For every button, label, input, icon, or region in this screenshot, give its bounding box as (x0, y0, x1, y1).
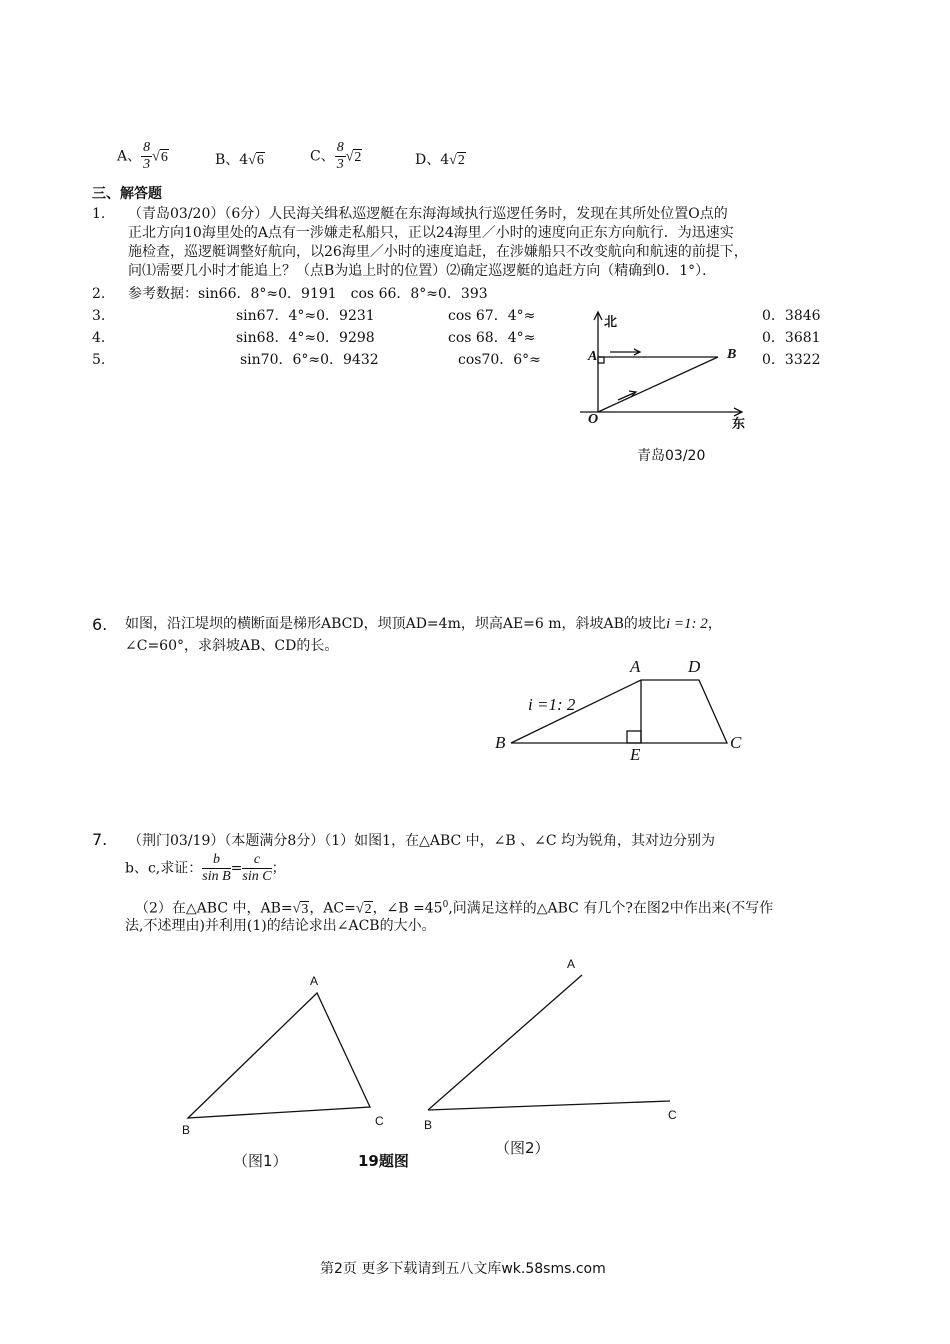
dam-point-a: A (630, 657, 641, 676)
ref-number-2: 2. (92, 286, 106, 302)
ref-sin68: sin68．4°≈0．9298 (236, 330, 375, 346)
ratio-c-over-sinc: $\frac{c}{\text{sin C}}$ (242, 852, 272, 884)
dam-slope-label: i =1: 2 (528, 695, 576, 714)
fig-1-caption: （图1） (233, 1152, 288, 1170)
ratio-b-over-sinb: $\frac{b}{\text{sin B}}$ (202, 852, 231, 884)
fig-19-caption: 19题图 (358, 1152, 409, 1170)
option-b: B、4√6 (215, 152, 264, 168)
q6-number: 6. (92, 615, 108, 634)
fig-2-caption: （图2） (495, 1139, 550, 1157)
fig1-north-label: 北 (604, 315, 618, 330)
q1-number: 1. (92, 206, 106, 222)
fig1-point-o: O (588, 412, 599, 427)
section-title: 三、解答题 (92, 186, 162, 202)
ref-val68: 0．3681 (762, 330, 821, 346)
fig-1-point-c: C (375, 1114, 384, 1128)
q1-line1: （青岛03/20）（6分）人民海关缉私巡逻艇在东海海域执行巡逻任务时，发现在其所处位置O点的 (128, 206, 728, 222)
q1-line4: 问⑴需要几小时才能追上？（点B为追上时的位置）⑵确定巡逻艇的追赶方向（精确到0．1°）． (128, 263, 717, 279)
fig-2-point-b: B (424, 1118, 433, 1132)
option-a: A、 $\frac{8}{3}$ √6 (117, 140, 168, 172)
q6-line2: ∠C=60°，求斜坡AB、CD的长。 (125, 638, 339, 654)
fig-1-point-a: A (310, 974, 319, 988)
q1-line2: 正北方向10海里处的A点有一涉嫌走私船只，正以24海里／小时的速度向正东方向航行．为迅速实 (128, 225, 734, 241)
ref-cos67: cos 67．4°≈ (448, 308, 536, 324)
option-c: C、 $\frac{8}{3}$ √2 (310, 140, 362, 172)
option-a-label: A、 (117, 148, 142, 165)
dam-point-b: B (495, 733, 506, 752)
q7-number: 7. (92, 830, 108, 849)
page-footer: 第2页 更多下载请到五八文库wk.58sms.com (320, 1261, 606, 1277)
q6-slope-ratio: i =1: 2 (665, 616, 708, 632)
fig-2-point-a: A (567, 957, 576, 971)
fig-2-point-c: C (668, 1108, 677, 1122)
ref-number-4: 4. (92, 330, 106, 346)
fig1-point-b: B (727, 347, 737, 362)
triangle-figure-1 (180, 985, 380, 1120)
q6-line1: 如图，沿江堤坝的横断面是梯形ABCD，坝顶AD=4m，坝高AE=6 m，斜坡AB的坡比i =1: 2， (125, 616, 722, 632)
ref-number-5: 5. (92, 352, 106, 368)
q7-line1: （荆门03/19）（本题满分8分）（1）如图1，在△ABC 中，∠B 、∠C 均为锐角，其对边分别为 (128, 833, 716, 849)
segment-ob (598, 357, 718, 412)
q1-line3: 施检查，巡逻艇调整好航向，以26海里／小时的速度追赶，在涉嫌船只不改变航向和航速的前提下， (128, 244, 748, 260)
ref-number-3: 3. (92, 308, 106, 324)
option-d: D、4√2 (415, 152, 465, 168)
q7-line2: b、c,求证： $\frac{b}{\text{sin B}}$ = $\frac{c}{\text{sin C}}$ ； (125, 852, 286, 884)
fig1-caption: 青岛03/20 (637, 448, 706, 464)
dam-point-c: C (730, 733, 742, 752)
triangle-abc (188, 993, 370, 1118)
angle-figure-2 (420, 965, 680, 1115)
ref-sin70: sin70．6°≈0．9432 (240, 352, 379, 368)
right-angle-mark-e (627, 731, 641, 743)
ref-val70: 0．3322 (762, 352, 821, 368)
fig-1-point-b: B (182, 1123, 191, 1137)
ref-val67: 0．3846 (762, 308, 821, 324)
dam-point-d: D (688, 657, 701, 676)
ray-bc (428, 1101, 670, 1110)
fig1-east-label: 东 (732, 417, 746, 432)
q7-line3: （2）在△ABC 中，AB=√3，AC=√2，∠B $=45^0$,问满足这样的△ABC 有几个?在图2中作出来(不写作 (135, 900, 774, 917)
ref-cos68: cos 68．4°≈ (448, 330, 536, 346)
dam-point-e: E (630, 745, 641, 764)
ref-sin67: sin67．4°≈0．9231 (236, 308, 375, 324)
ray-ba (428, 975, 582, 1110)
option-a-fraction: $\frac{8}{3}$ (143, 140, 151, 172)
fig1-point-a: A (588, 349, 598, 364)
right-angle-mark (598, 357, 604, 363)
ref-cos70: cos70．6°≈ (458, 352, 541, 368)
ref-line-2: 参考数据：sin66．8°≈0．9191 cos 66．8°≈0．393 (128, 286, 488, 302)
q7-line4: 法,不述理由)并利用(1)的结论求出∠ACB的大小。 (125, 918, 436, 934)
